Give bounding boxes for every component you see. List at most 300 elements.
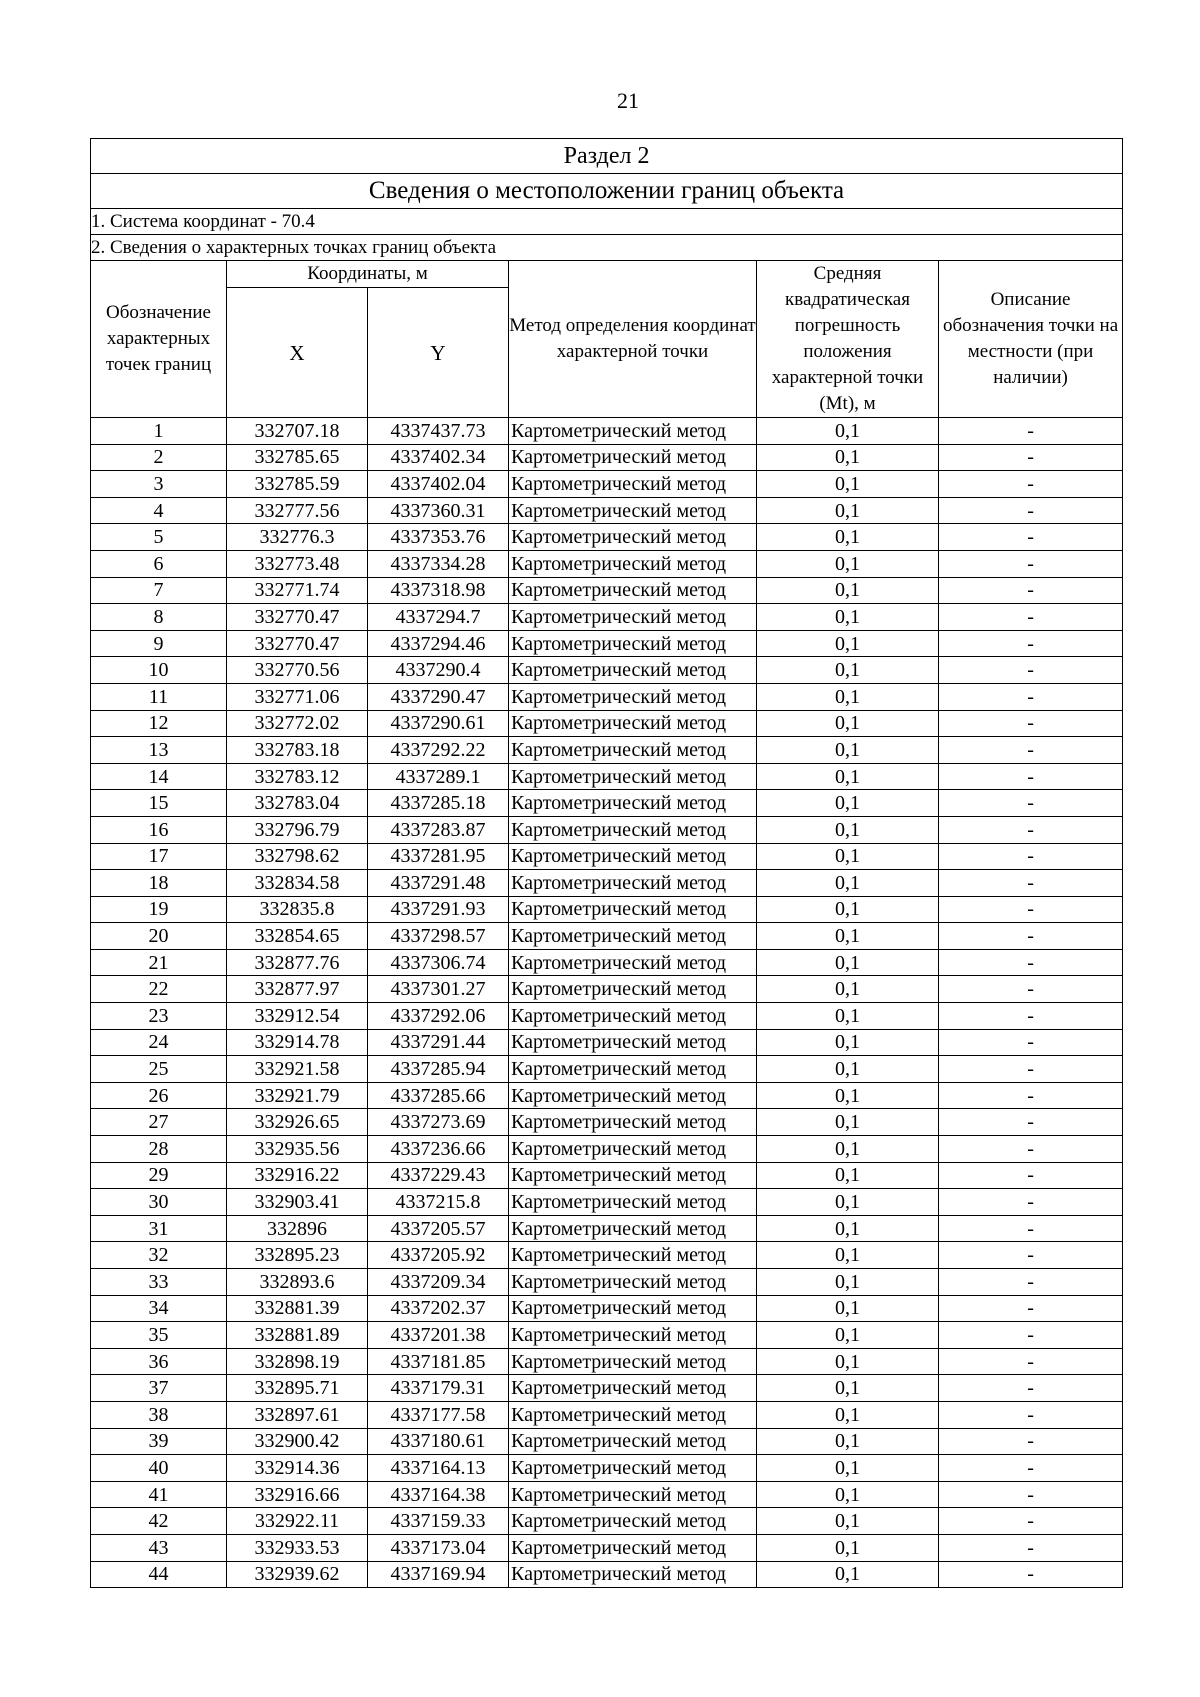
y-coordinate-cell: 4337291.93 (368, 896, 509, 923)
table-row (91, 1003, 1123, 1030)
description-cell: - (939, 1508, 1123, 1535)
table-row (91, 604, 1123, 631)
y-coordinate-cell: 4337181.85 (368, 1348, 509, 1375)
description-cell: - (939, 896, 1123, 923)
point-number-cell: 41 (91, 1481, 227, 1508)
x-coordinate-cell: 332770.47 (227, 630, 368, 657)
y-coordinate-cell: 4337306.74 (368, 949, 509, 976)
error-cell: 0,1 (757, 1003, 939, 1030)
error-cell: 0,1 (757, 524, 939, 551)
table-row (91, 1508, 1123, 1535)
error-cell: 0,1 (757, 763, 939, 790)
point-number-cell: 37 (91, 1375, 227, 1402)
x-coordinate-cell: 332935.56 (227, 1136, 368, 1163)
method-cell: Картометрический метод (509, 1029, 757, 1056)
y-coordinate-cell: 4337360.31 (368, 497, 509, 524)
description-cell: - (939, 790, 1123, 817)
point-number-cell: 29 (91, 1162, 227, 1189)
method-cell: Картометрический метод (509, 1056, 757, 1083)
description-cell: - (939, 1109, 1123, 1136)
error-cell: 0,1 (757, 1029, 939, 1056)
x-coordinate-cell: 332895.23 (227, 1242, 368, 1269)
description-cell: - (939, 1481, 1123, 1508)
method-cell: Картометрический метод (509, 497, 757, 524)
point-number-cell: 23 (91, 1003, 227, 1030)
description-cell: - (939, 444, 1123, 471)
error-cell: 0,1 (757, 1295, 939, 1322)
point-number-cell: 9 (91, 630, 227, 657)
table-body (91, 418, 1123, 1588)
table-row (91, 577, 1123, 604)
y-coordinate-cell: 4337301.27 (368, 976, 509, 1003)
y-coordinate-cell: 4337177.58 (368, 1401, 509, 1428)
point-number-cell: 39 (91, 1428, 227, 1455)
points-heading: 2. Сведения о характерных точках границ объекта (91, 235, 1123, 261)
y-coordinate-cell: 4337285.66 (368, 1082, 509, 1109)
table-row (91, 1109, 1123, 1136)
x-coordinate-cell: 332834.58 (227, 870, 368, 897)
method-cell: Картометрический метод (509, 630, 757, 657)
method-cell: Картометрический метод (509, 444, 757, 471)
description-cell: - (939, 1534, 1123, 1561)
table-row (91, 923, 1123, 950)
x-coordinate-cell: 332881.89 (227, 1322, 368, 1349)
table-row (91, 1162, 1123, 1189)
point-number-cell: 34 (91, 1295, 227, 1322)
method-cell: Картометрический метод (509, 1322, 757, 1349)
description-cell: - (939, 657, 1123, 684)
y-coordinate-cell: 4337292.06 (368, 1003, 509, 1030)
error-cell: 0,1 (757, 444, 939, 471)
error-cell: 0,1 (757, 1534, 939, 1561)
error-cell: 0,1 (757, 630, 939, 657)
error-cell: 0,1 (757, 1136, 939, 1163)
error-cell: 0,1 (757, 737, 939, 764)
point-number-cell: 3 (91, 471, 227, 498)
error-cell: 0,1 (757, 896, 939, 923)
table-row (91, 1136, 1123, 1163)
description-cell: - (939, 763, 1123, 790)
description-cell: - (939, 1428, 1123, 1455)
y-coordinate-cell: 4337334.28 (368, 550, 509, 577)
method-cell: Картометрический метод (509, 870, 757, 897)
error-cell: 0,1 (757, 1322, 939, 1349)
description-cell: - (939, 497, 1123, 524)
method-cell: Картометрический метод (509, 604, 757, 631)
table-row (91, 1029, 1123, 1056)
method-cell: Картометрический метод (509, 1375, 757, 1402)
table-row (91, 763, 1123, 790)
point-number-cell: 25 (91, 1056, 227, 1083)
error-cell: 0,1 (757, 923, 939, 950)
error-cell: 0,1 (757, 1269, 939, 1296)
y-coordinate-cell: 4337283.87 (368, 816, 509, 843)
y-coordinate-cell: 4337291.48 (368, 870, 509, 897)
method-cell: Картометрический метод (509, 816, 757, 843)
description-cell: - (939, 1295, 1123, 1322)
description-cell: - (939, 1189, 1123, 1216)
error-cell: 0,1 (757, 1162, 939, 1189)
method-cell: Картометрический метод (509, 790, 757, 817)
col-y-header: Y (368, 288, 509, 418)
method-cell: Картометрический метод (509, 550, 757, 577)
table-row (91, 657, 1123, 684)
x-coordinate-cell: 332783.12 (227, 763, 368, 790)
table-row (91, 816, 1123, 843)
x-coordinate-cell: 332903.41 (227, 1189, 368, 1216)
point-number-cell: 19 (91, 896, 227, 923)
description-cell: - (939, 737, 1123, 764)
x-coordinate-cell: 332881.39 (227, 1295, 368, 1322)
point-number-cell: 8 (91, 604, 227, 631)
error-cell: 0,1 (757, 870, 939, 897)
table-row (91, 1322, 1123, 1349)
error-cell: 0,1 (757, 843, 939, 870)
table-row (91, 1242, 1123, 1269)
method-cell: Картометрический метод (509, 710, 757, 737)
x-coordinate-cell: 332770.47 (227, 604, 368, 631)
x-coordinate-cell: 332771.06 (227, 683, 368, 710)
point-number-cell: 2 (91, 444, 227, 471)
method-cell: Картометрический метод (509, 1242, 757, 1269)
method-cell: Картометрический метод (509, 657, 757, 684)
description-cell: - (939, 1242, 1123, 1269)
y-coordinate-cell: 4337290.61 (368, 710, 509, 737)
error-cell: 0,1 (757, 1215, 939, 1242)
point-number-cell: 1 (91, 418, 227, 445)
table-row (91, 1215, 1123, 1242)
error-cell: 0,1 (757, 1056, 939, 1083)
point-number-cell: 20 (91, 923, 227, 950)
error-cell: 0,1 (757, 1455, 939, 1482)
point-number-cell: 16 (91, 816, 227, 843)
table-row (91, 683, 1123, 710)
y-coordinate-cell: 4337201.38 (368, 1322, 509, 1349)
method-cell: Картометрический метод (509, 1561, 757, 1588)
description-cell: - (939, 816, 1123, 843)
x-coordinate-cell: 332916.22 (227, 1162, 368, 1189)
table-row (91, 737, 1123, 764)
point-number-cell: 38 (91, 1401, 227, 1428)
y-coordinate-cell: 4337402.34 (368, 444, 509, 471)
point-number-cell: 28 (91, 1136, 227, 1163)
y-coordinate-cell: 4337209.34 (368, 1269, 509, 1296)
y-coordinate-cell: 4337205.92 (368, 1242, 509, 1269)
method-cell: Картометрический метод (509, 1082, 757, 1109)
method-cell: Картометрический метод (509, 1003, 757, 1030)
y-coordinate-cell: 4337215.8 (368, 1189, 509, 1216)
error-cell: 0,1 (757, 497, 939, 524)
description-cell: - (939, 1082, 1123, 1109)
x-coordinate-cell: 332896 (227, 1215, 368, 1242)
method-cell: Картометрический метод (509, 1215, 757, 1242)
table-row (91, 949, 1123, 976)
description-cell: - (939, 976, 1123, 1003)
point-number-cell: 35 (91, 1322, 227, 1349)
description-cell: - (939, 1136, 1123, 1163)
method-cell: Картометрический метод (509, 577, 757, 604)
col-method-header: Метод определения координат характерной точки (509, 261, 757, 418)
point-number-cell: 30 (91, 1189, 227, 1216)
y-coordinate-cell: 4337273.69 (368, 1109, 509, 1136)
table-row (91, 1428, 1123, 1455)
method-cell: Картометрический метод (509, 683, 757, 710)
table-row (91, 843, 1123, 870)
x-coordinate-cell: 332914.36 (227, 1455, 368, 1482)
error-cell: 0,1 (757, 550, 939, 577)
point-number-cell: 22 (91, 976, 227, 1003)
table-row (91, 524, 1123, 551)
point-number-cell: 18 (91, 870, 227, 897)
method-cell: Картометрический метод (509, 896, 757, 923)
x-coordinate-cell: 332877.76 (227, 949, 368, 976)
x-coordinate-cell: 332926.65 (227, 1109, 368, 1136)
point-number-cell: 44 (91, 1561, 227, 1588)
y-coordinate-cell: 4337229.43 (368, 1162, 509, 1189)
x-coordinate-cell: 332770.56 (227, 657, 368, 684)
y-coordinate-cell: 4337298.57 (368, 923, 509, 950)
table-row (91, 1189, 1123, 1216)
table-row (91, 896, 1123, 923)
table-row (91, 497, 1123, 524)
point-number-cell: 12 (91, 710, 227, 737)
description-cell: - (939, 683, 1123, 710)
table-row (91, 1056, 1123, 1083)
method-cell: Картометрический метод (509, 1348, 757, 1375)
table-row (91, 444, 1123, 471)
error-cell: 0,1 (757, 1481, 939, 1508)
description-cell: - (939, 949, 1123, 976)
error-cell: 0,1 (757, 683, 939, 710)
x-coordinate-cell: 332707.18 (227, 418, 368, 445)
table-row (91, 1082, 1123, 1109)
y-coordinate-cell: 4337353.76 (368, 524, 509, 551)
x-coordinate-cell: 332785.65 (227, 444, 368, 471)
section-title: Раздел 2 (91, 139, 1123, 174)
y-coordinate-cell: 4337285.94 (368, 1056, 509, 1083)
error-cell: 0,1 (757, 604, 939, 631)
table-row (91, 550, 1123, 577)
description-cell: - (939, 1348, 1123, 1375)
method-cell: Картометрический метод (509, 923, 757, 950)
x-coordinate-cell: 332771.74 (227, 577, 368, 604)
x-coordinate-cell: 332921.58 (227, 1056, 368, 1083)
x-coordinate-cell: 332912.54 (227, 1003, 368, 1030)
col-coordinates-header: Координаты, м (227, 261, 509, 288)
table-row (91, 790, 1123, 817)
x-coordinate-cell: 332933.53 (227, 1534, 368, 1561)
error-cell: 0,1 (757, 1508, 939, 1535)
col-error-header: Средняя квадратическая погрешность положения характерной точки (Mt), м (757, 261, 939, 418)
table-row (91, 1401, 1123, 1428)
y-coordinate-cell: 4337294.7 (368, 604, 509, 631)
x-coordinate-cell: 332916.66 (227, 1481, 368, 1508)
y-coordinate-cell: 4337159.33 (368, 1508, 509, 1535)
description-cell: - (939, 630, 1123, 657)
x-coordinate-cell: 332898.19 (227, 1348, 368, 1375)
description-cell: - (939, 1322, 1123, 1349)
error-cell: 0,1 (757, 1561, 939, 1588)
boundary-points-table (90, 138, 1123, 1588)
y-coordinate-cell: 4337164.38 (368, 1481, 509, 1508)
point-number-cell: 14 (91, 763, 227, 790)
table-row (91, 418, 1123, 445)
error-cell: 0,1 (757, 1375, 939, 1402)
point-number-cell: 21 (91, 949, 227, 976)
point-number-cell: 42 (91, 1508, 227, 1535)
x-coordinate-cell: 332922.11 (227, 1508, 368, 1535)
x-coordinate-cell: 332835.8 (227, 896, 368, 923)
description-cell: - (939, 1561, 1123, 1588)
error-cell: 0,1 (757, 1428, 939, 1455)
table-row (91, 630, 1123, 657)
description-cell: - (939, 1401, 1123, 1428)
y-coordinate-cell: 4337173.04 (368, 1534, 509, 1561)
method-cell: Картометрический метод (509, 1428, 757, 1455)
table-row (91, 976, 1123, 1003)
table-row (91, 1481, 1123, 1508)
method-cell: Картометрический метод (509, 1109, 757, 1136)
error-cell: 0,1 (757, 949, 939, 976)
y-coordinate-cell: 4337285.18 (368, 790, 509, 817)
error-cell: 0,1 (757, 1109, 939, 1136)
method-cell: Картометрический метод (509, 418, 757, 445)
table-row (91, 870, 1123, 897)
method-cell: Картометрический метод (509, 471, 757, 498)
method-cell: Картометрический метод (509, 524, 757, 551)
x-coordinate-cell: 332893.6 (227, 1269, 368, 1296)
y-coordinate-cell: 4337292.22 (368, 737, 509, 764)
x-coordinate-cell: 332783.18 (227, 737, 368, 764)
page-number: 21 (617, 88, 639, 113)
y-coordinate-cell: 4337205.57 (368, 1215, 509, 1242)
method-cell: Картометрический метод (509, 1534, 757, 1561)
x-coordinate-cell: 332854.65 (227, 923, 368, 950)
error-cell: 0,1 (757, 1348, 939, 1375)
point-number-cell: 36 (91, 1348, 227, 1375)
coordinate-system: 1. Система координат - 70.4 (91, 209, 1123, 235)
point-number-cell: 40 (91, 1455, 227, 1482)
y-coordinate-cell: 4337289.1 (368, 763, 509, 790)
table-row (91, 471, 1123, 498)
description-cell: - (939, 843, 1123, 870)
error-cell: 0,1 (757, 1242, 939, 1269)
col-x-header: X (227, 288, 368, 418)
error-cell: 0,1 (757, 1189, 939, 1216)
x-coordinate-cell: 332914.78 (227, 1029, 368, 1056)
point-number-cell: 11 (91, 683, 227, 710)
method-cell: Картометрический метод (509, 949, 757, 976)
description-cell: - (939, 550, 1123, 577)
x-coordinate-cell: 332777.56 (227, 497, 368, 524)
y-coordinate-cell: 4337437.73 (368, 418, 509, 445)
error-cell: 0,1 (757, 790, 939, 817)
description-cell: - (939, 1029, 1123, 1056)
point-number-cell: 32 (91, 1242, 227, 1269)
method-cell: Картометрический метод (509, 763, 757, 790)
point-number-cell: 24 (91, 1029, 227, 1056)
description-cell: - (939, 471, 1123, 498)
x-coordinate-cell: 332776.3 (227, 524, 368, 551)
error-cell: 0,1 (757, 471, 939, 498)
method-cell: Картометрический метод (509, 1162, 757, 1189)
method-cell: Картометрический метод (509, 1481, 757, 1508)
point-number-cell: 5 (91, 524, 227, 551)
description-cell: - (939, 923, 1123, 950)
section-subtitle: Сведения о местоположении границ объекта (91, 174, 1123, 209)
table-row (91, 1455, 1123, 1482)
error-cell: 0,1 (757, 1082, 939, 1109)
method-cell: Картометрический метод (509, 843, 757, 870)
method-cell: Картометрический метод (509, 1508, 757, 1535)
table-row (91, 1375, 1123, 1402)
description-cell: - (939, 1162, 1123, 1189)
table-row (91, 710, 1123, 737)
error-cell: 0,1 (757, 418, 939, 445)
point-number-cell: 31 (91, 1215, 227, 1242)
x-coordinate-cell: 332798.62 (227, 843, 368, 870)
method-cell: Картометрический метод (509, 976, 757, 1003)
y-coordinate-cell: 4337290.4 (368, 657, 509, 684)
x-coordinate-cell: 332783.04 (227, 790, 368, 817)
method-cell: Картометрический метод (509, 737, 757, 764)
y-coordinate-cell: 4337179.31 (368, 1375, 509, 1402)
description-cell: - (939, 1375, 1123, 1402)
point-number-cell: 43 (91, 1534, 227, 1561)
description-cell: - (939, 1215, 1123, 1242)
y-coordinate-cell: 4337202.37 (368, 1295, 509, 1322)
x-coordinate-cell: 332796.79 (227, 816, 368, 843)
y-coordinate-cell: 4337294.46 (368, 630, 509, 657)
x-coordinate-cell: 332877.97 (227, 976, 368, 1003)
point-number-cell: 13 (91, 737, 227, 764)
method-cell: Картометрический метод (509, 1136, 757, 1163)
point-number-cell: 7 (91, 577, 227, 604)
y-coordinate-cell: 4337169.94 (368, 1561, 509, 1588)
table-row (91, 1561, 1123, 1588)
description-cell: - (939, 418, 1123, 445)
description-cell: - (939, 1056, 1123, 1083)
col-designation-header: Обозначение характерных точек границ (91, 261, 227, 418)
error-cell: 0,1 (757, 816, 939, 843)
col-description-header: Описание обозначения точки на местности (при наличии) (939, 261, 1123, 418)
y-coordinate-cell: 4337180.61 (368, 1428, 509, 1455)
y-coordinate-cell: 4337164.13 (368, 1455, 509, 1482)
x-coordinate-cell: 332900.42 (227, 1428, 368, 1455)
method-cell: Картометрический метод (509, 1295, 757, 1322)
point-number-cell: 26 (91, 1082, 227, 1109)
table-row (91, 1534, 1123, 1561)
description-cell: - (939, 1269, 1123, 1296)
description-cell: - (939, 577, 1123, 604)
x-coordinate-cell: 332939.62 (227, 1561, 368, 1588)
point-number-cell: 4 (91, 497, 227, 524)
description-cell: - (939, 524, 1123, 551)
y-coordinate-cell: 4337402.04 (368, 471, 509, 498)
error-cell: 0,1 (757, 976, 939, 1003)
method-cell: Картометрический метод (509, 1455, 757, 1482)
y-coordinate-cell: 4337281.95 (368, 843, 509, 870)
method-cell: Картометрический метод (509, 1401, 757, 1428)
description-cell: - (939, 870, 1123, 897)
error-cell: 0,1 (757, 657, 939, 684)
y-coordinate-cell: 4337291.44 (368, 1029, 509, 1056)
x-coordinate-cell: 332773.48 (227, 550, 368, 577)
point-number-cell: 33 (91, 1269, 227, 1296)
table-row (91, 1295, 1123, 1322)
description-cell: - (939, 1455, 1123, 1482)
x-coordinate-cell: 332895.71 (227, 1375, 368, 1402)
